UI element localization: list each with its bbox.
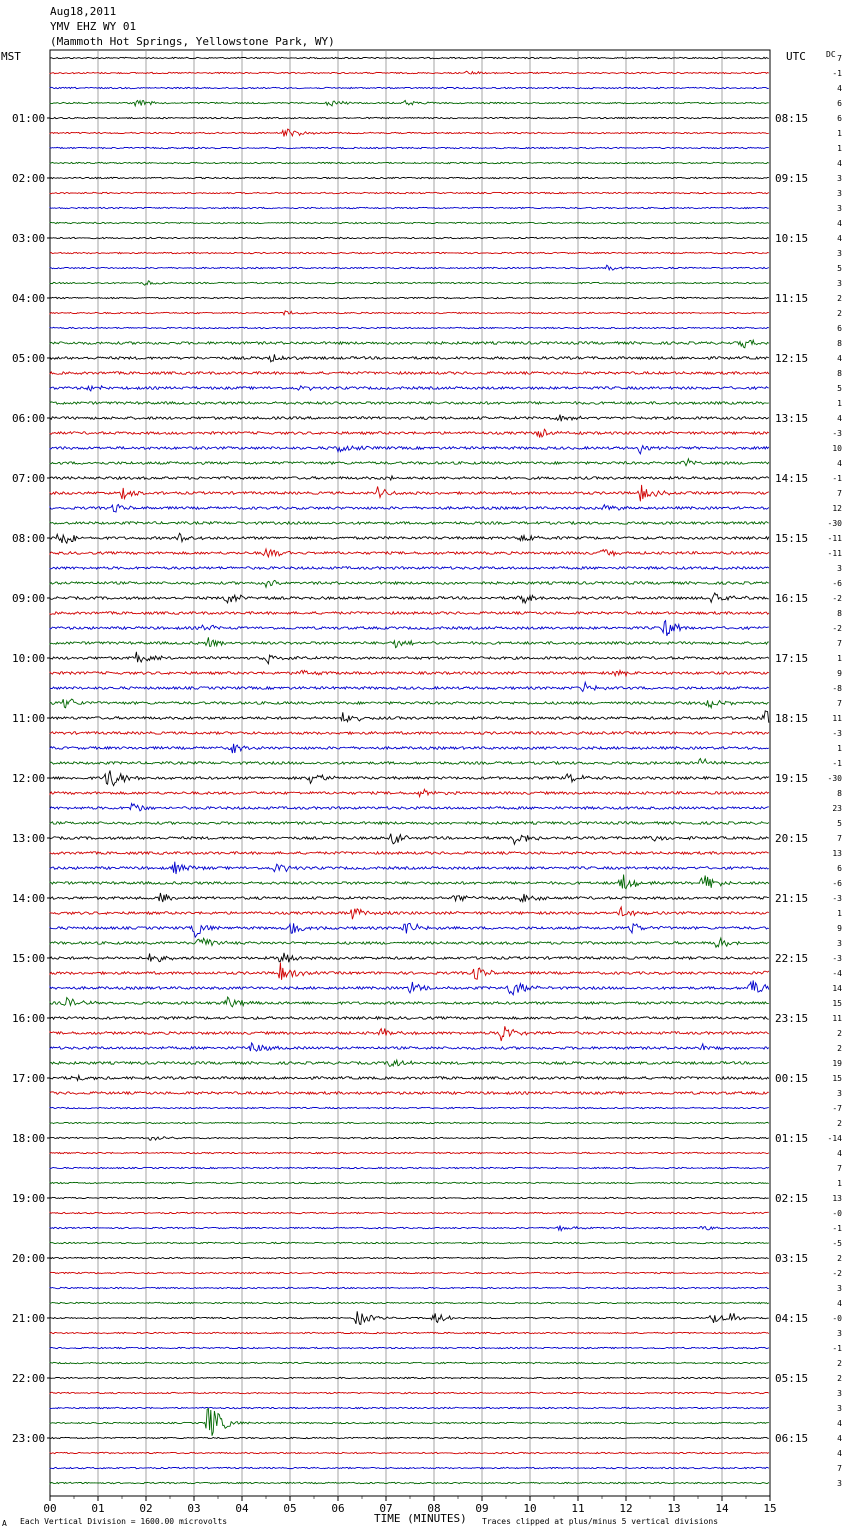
seismic-trace [50,1452,769,1453]
seismic-trace [50,162,769,163]
dc-offset-label: 8 [837,339,842,348]
right-time-label: 02:15 [775,1192,809,1205]
right-time-label: 11:15 [775,292,809,305]
right-time-label: 23:15 [775,1012,809,1025]
dc-offset-label: -3 [832,954,842,963]
dc-offset-label: 13 [832,1194,842,1203]
right-time-label: 08:15 [775,112,809,125]
right-time-label: 03:15 [775,1252,809,1265]
seismic-trace [50,1122,769,1123]
seismic-trace [50,923,769,937]
dc-offset-label: 3 [837,174,842,183]
station-code: YMV EHZ WY 01 [50,20,137,33]
right-time-label: 18:15 [775,712,809,725]
x-axis-label: TIME (MINUTES) [374,1512,467,1525]
seismic-trace [50,711,769,723]
dc-offset-label: 4 [837,354,842,363]
seismic-trace [50,699,769,708]
left-time-label: 13:00 [12,832,46,845]
seismic-trace [50,1075,769,1080]
left-time-label: 07:00 [12,472,46,485]
dc-offset-label: 3 [837,249,842,258]
x-tick-label: 12 [619,1502,633,1515]
right-time-label: 22:15 [775,952,809,965]
seismic-trace [50,907,769,919]
dc-offset-label: 1 [837,1179,842,1188]
dc-offset-label: 3 [837,204,842,213]
dc-offset-label: 11 [832,1014,842,1023]
dc-offset-label: -30 [827,774,842,783]
dc-offset-label: 4 [837,159,842,168]
dc-offset-label: 13 [832,849,842,858]
dc-offset-label: 4 [837,84,842,93]
seismic-trace [50,1407,769,1408]
seismic-trace [50,875,769,889]
seismic-trace [50,670,769,676]
left-time-label: 02:00 [12,172,46,185]
seismic-trace [50,804,769,811]
left-time-label: 23:00 [12,1432,46,1445]
seismic-trace [50,953,769,963]
dc-offset-label: 9 [837,924,842,933]
seismic-trace [50,177,769,178]
x-tick-label: 04 [235,1502,249,1515]
dc-offset-label: -4 [832,969,842,978]
x-tick-label: 01 [91,1502,105,1515]
seismic-trace [50,1242,769,1243]
dc-offset-label: 6 [837,99,842,108]
seismic-trace [50,533,769,543]
dc-offset-label: 4 [837,414,842,423]
dc-offset-label: -0 [832,1314,842,1323]
seismic-trace [50,1107,769,1108]
left-time-label: 12:00 [12,772,46,785]
dc-offset-label: 7 [837,54,842,63]
dc-offset-label: 1 [837,144,842,153]
seismic-trace [50,372,769,375]
seismic-trace [50,1137,769,1141]
dc-offset-label: 3 [837,1389,842,1398]
dc-offset-label: 3 [837,1284,842,1293]
left-time-label: 11:00 [12,712,46,725]
seismic-trace [50,297,769,298]
seismic-trace [50,1257,769,1258]
dc-offset-label: 2 [837,1044,842,1053]
dc-offset-label: 7 [837,699,842,708]
right-time-label: 13:15 [775,412,809,425]
seismic-trace [50,281,769,285]
seismic-trace [50,1026,769,1041]
right-time-label: 04:15 [775,1312,809,1325]
seismic-trace [50,1437,769,1438]
dc-offset-label: 6 [837,324,842,333]
seismic-trace [50,117,769,118]
x-tick-label: 03 [187,1502,201,1515]
clip-note: Traces clipped at plus/minus 5 vertical divisions [482,1517,719,1526]
corner-mark: A [2,1519,7,1528]
left-axis-label: MST [1,50,21,63]
right-time-label: 00:15 [775,1072,809,1085]
right-time-label: 21:15 [775,892,809,905]
seismic-trace [50,402,769,405]
dc-offset-label: 2 [837,309,842,318]
dc-offset-label: -11 [827,534,842,543]
left-time-label: 19:00 [12,1192,46,1205]
dc-offset-label: 3 [837,189,842,198]
dc-offset-label: 1 [837,399,842,408]
seismic-trace [50,1392,769,1393]
seismic-trace [50,567,769,570]
seismic-trace [50,1287,769,1288]
right-time-label: 09:15 [775,172,809,185]
seismic-trace [50,789,769,796]
left-time-label: 14:00 [12,892,46,905]
right-time-label: 17:15 [775,652,809,665]
dc-offset-label: 4 [837,1299,842,1308]
seismic-trace [50,192,769,193]
seismic-trace [50,207,769,208]
dc-offset-label: 4 [837,1434,842,1443]
dc-offset-label: 3 [837,1089,842,1098]
seismic-trace [50,580,769,587]
seismic-trace [50,852,769,855]
dc-offset-label: -1 [832,474,842,483]
dc-offset-label: -5 [832,1239,842,1248]
seismic-trace [50,252,769,253]
dc-offset-label: 3 [837,564,842,573]
seismic-trace [50,100,769,106]
trace-group [50,57,769,1483]
seismic-trace [50,415,769,422]
right-time-label: 15:15 [775,532,809,545]
dc-offset-label: -1 [832,759,842,768]
right-time-label: 06:15 [775,1432,809,1445]
dc-offset-label: 15 [832,999,842,1008]
dc-offset-label: 1 [837,909,842,918]
seismic-trace [50,1226,769,1231]
seismic-trace [50,1408,769,1435]
seismic-trace [50,129,769,136]
label-group [12,54,842,1515]
dc-offset-label: 8 [837,609,842,618]
dc-offset-label: 4 [837,459,842,468]
seismic-trace [50,354,769,362]
seismic-trace [50,1347,769,1348]
dc-offset-label: 3 [837,279,842,288]
seismic-trace [50,1377,769,1378]
seismic-trace [50,822,769,825]
dc-offset-label: -6 [832,579,842,588]
seismic-trace [50,311,769,315]
dc-offset-label: 7 [837,489,842,498]
dc-offset-label: 7 [837,834,842,843]
chart-date: Aug18,2011 [50,5,117,18]
seismic-trace [50,612,769,615]
x-tick-label: 10 [523,1502,537,1515]
seismic-trace [50,938,769,947]
seismic-trace [50,340,769,348]
dc-offset-label: 6 [837,864,842,873]
right-time-label: 10:15 [775,232,809,245]
x-tick-label: 05 [283,1502,297,1515]
left-time-label: 15:00 [12,952,46,965]
seismic-trace [50,1167,769,1168]
seismic-trace [50,652,769,664]
dc-offset-label: 2 [837,1374,842,1383]
x-tick-label: 09 [475,1502,489,1515]
seismic-trace [50,1467,769,1468]
seismic-trace [50,1043,769,1051]
dc-offset-label: -3 [832,729,842,738]
dc-offset-label: 3 [837,1329,842,1338]
seismic-trace [50,1482,769,1483]
dc-offset-label: -3 [832,894,842,903]
seismic-trace [50,485,769,501]
seismic-trace [50,1152,769,1153]
dc-label: DC [826,50,836,59]
dc-offset-label: 4 [837,1449,842,1458]
dc-offset-label: 14 [832,984,842,993]
seismic-trace [50,1092,769,1095]
dc-offset-label: 1 [837,744,842,753]
x-tick-label: 11 [571,1502,585,1515]
seismic-trace [50,459,769,466]
right-time-label: 14:15 [775,472,809,485]
seismic-trace [50,980,769,994]
dc-offset-label: 10 [832,444,842,453]
dc-offset-label: -2 [832,624,842,633]
dc-offset-label: -14 [827,1134,842,1143]
seismic-trace [50,1362,769,1363]
seismic-trace [50,732,769,735]
seismic-trace [50,834,769,845]
seismic-trace [50,549,769,557]
left-time-label: 04:00 [12,292,46,305]
dc-offset-label: 12 [832,504,842,513]
x-tick-label: 07 [379,1502,393,1515]
seismic-trace [50,147,769,148]
right-time-label: 20:15 [775,832,809,845]
dc-offset-label: -3 [832,429,842,438]
dc-offset-label: 23 [832,804,842,813]
dc-offset-label: 7 [837,1164,842,1173]
right-time-label: 19:15 [775,772,809,785]
x-tick-label: 14 [715,1502,729,1515]
dc-offset-label: 11 [832,714,842,723]
dc-offset-label: 7 [837,1464,842,1473]
dc-offset-label: 4 [837,234,842,243]
dc-offset-label: 4 [837,219,842,228]
left-time-label: 10:00 [12,652,46,665]
left-time-label: 18:00 [12,1132,46,1145]
seismic-trace [50,621,769,636]
dc-offset-label: 19 [832,1059,842,1068]
seismic-trace [50,429,769,437]
dc-offset-label: -1 [832,69,842,78]
dc-offset-label: 4 [837,1149,842,1158]
x-tick-label: 15 [763,1502,777,1515]
seismic-trace [50,265,769,270]
left-time-label: 21:00 [12,1312,46,1325]
right-time-label: 12:15 [775,352,809,365]
left-time-label: 03:00 [12,232,46,245]
seismic-trace [50,1212,769,1213]
dc-offset-label: 6 [837,114,842,123]
dc-offset-label: -11 [827,549,842,558]
seismic-trace [50,744,769,753]
right-time-label: 05:15 [775,1372,809,1385]
dc-offset-label: 3 [837,939,842,948]
plot-frame [50,50,770,1496]
seismic-trace [50,759,769,765]
left-time-label: 06:00 [12,412,46,425]
seismic-trace [50,962,769,979]
dc-offset-label: 7 [837,639,842,648]
scale-note: Each Vertical Division = 1600.00 microvolts [20,1517,228,1526]
x-tick-label: 08 [427,1502,441,1515]
seismic-trace [50,1332,769,1333]
dc-offset-label: -1 [832,1344,842,1353]
dc-offset-label: 2 [837,1359,842,1368]
dc-offset-label: 2 [837,1254,842,1263]
x-tick-label: 02 [139,1502,153,1515]
seismic-trace [50,522,769,525]
seismic-trace [50,57,769,58]
dc-offset-label: -0 [832,1209,842,1218]
dc-offset-label: 5 [837,264,842,273]
dc-offset-label: 8 [837,789,842,798]
seismic-trace [50,87,769,88]
right-axis-label: UTC [786,50,806,63]
seismic-trace [50,637,769,647]
seismic-trace [50,327,769,328]
left-time-label: 20:00 [12,1252,46,1265]
left-time-label: 01:00 [12,112,46,125]
seismic-trace [50,997,769,1007]
seismic-trace [50,505,769,513]
dc-offset-label: -8 [832,684,842,693]
seismic-trace [50,771,769,786]
left-time-label: 05:00 [12,352,46,365]
seismic-trace [50,593,769,603]
dc-offset-label: 2 [837,294,842,303]
seismic-trace [50,386,769,391]
seismic-trace [50,1060,769,1066]
x-tick-label: 13 [667,1502,681,1515]
seismic-trace [50,476,769,480]
seismic-trace [50,71,769,74]
seismic-trace [50,237,769,238]
dc-offset-label: 15 [832,1074,842,1083]
dc-offset-label: 5 [837,819,842,828]
left-time-label: 08:00 [12,532,46,545]
left-time-label: 22:00 [12,1372,46,1385]
seismic-trace [50,1182,769,1183]
dc-offset-label: 9 [837,669,842,678]
station-location: (Mammoth Hot Springs, Yellowstone Park, WY) [50,35,335,48]
seismic-trace [50,893,769,902]
seismic-trace [50,1017,769,1020]
seismic-trace [50,862,769,874]
dc-offset-label: -1 [832,1224,842,1233]
seismic-trace [50,1302,769,1303]
x-tick-label: 00 [43,1502,57,1515]
dc-offset-label: 2 [837,1119,842,1128]
seismic-trace [50,446,769,454]
dc-offset-label: -2 [832,594,842,603]
left-time-label: 16:00 [12,1012,46,1025]
seismic-trace [50,1311,769,1324]
dc-offset-label: 8 [837,369,842,378]
seismic-trace [50,222,769,223]
dc-offset-label: -7 [832,1104,842,1113]
dc-offset-label: 3 [837,1479,842,1488]
seismic-trace [50,1197,769,1198]
dc-offset-label: 5 [837,384,842,393]
left-time-label: 17:00 [12,1072,46,1085]
seismic-trace [50,682,769,691]
right-time-label: 16:15 [775,592,809,605]
x-tick-label: 06 [331,1502,345,1515]
dc-offset-label: -2 [832,1269,842,1278]
dc-offset-label: 2 [837,1029,842,1038]
dc-offset-label: 4 [837,1419,842,1428]
dc-offset-label: 1 [837,654,842,663]
dc-offset-label: 1 [837,129,842,138]
left-time-label: 09:00 [12,592,46,605]
dc-offset-label: -6 [832,879,842,888]
dc-offset-label: -30 [827,519,842,528]
seismic-trace [50,1272,769,1273]
right-time-label: 01:15 [775,1132,809,1145]
dc-offset-label: 3 [837,1404,842,1413]
